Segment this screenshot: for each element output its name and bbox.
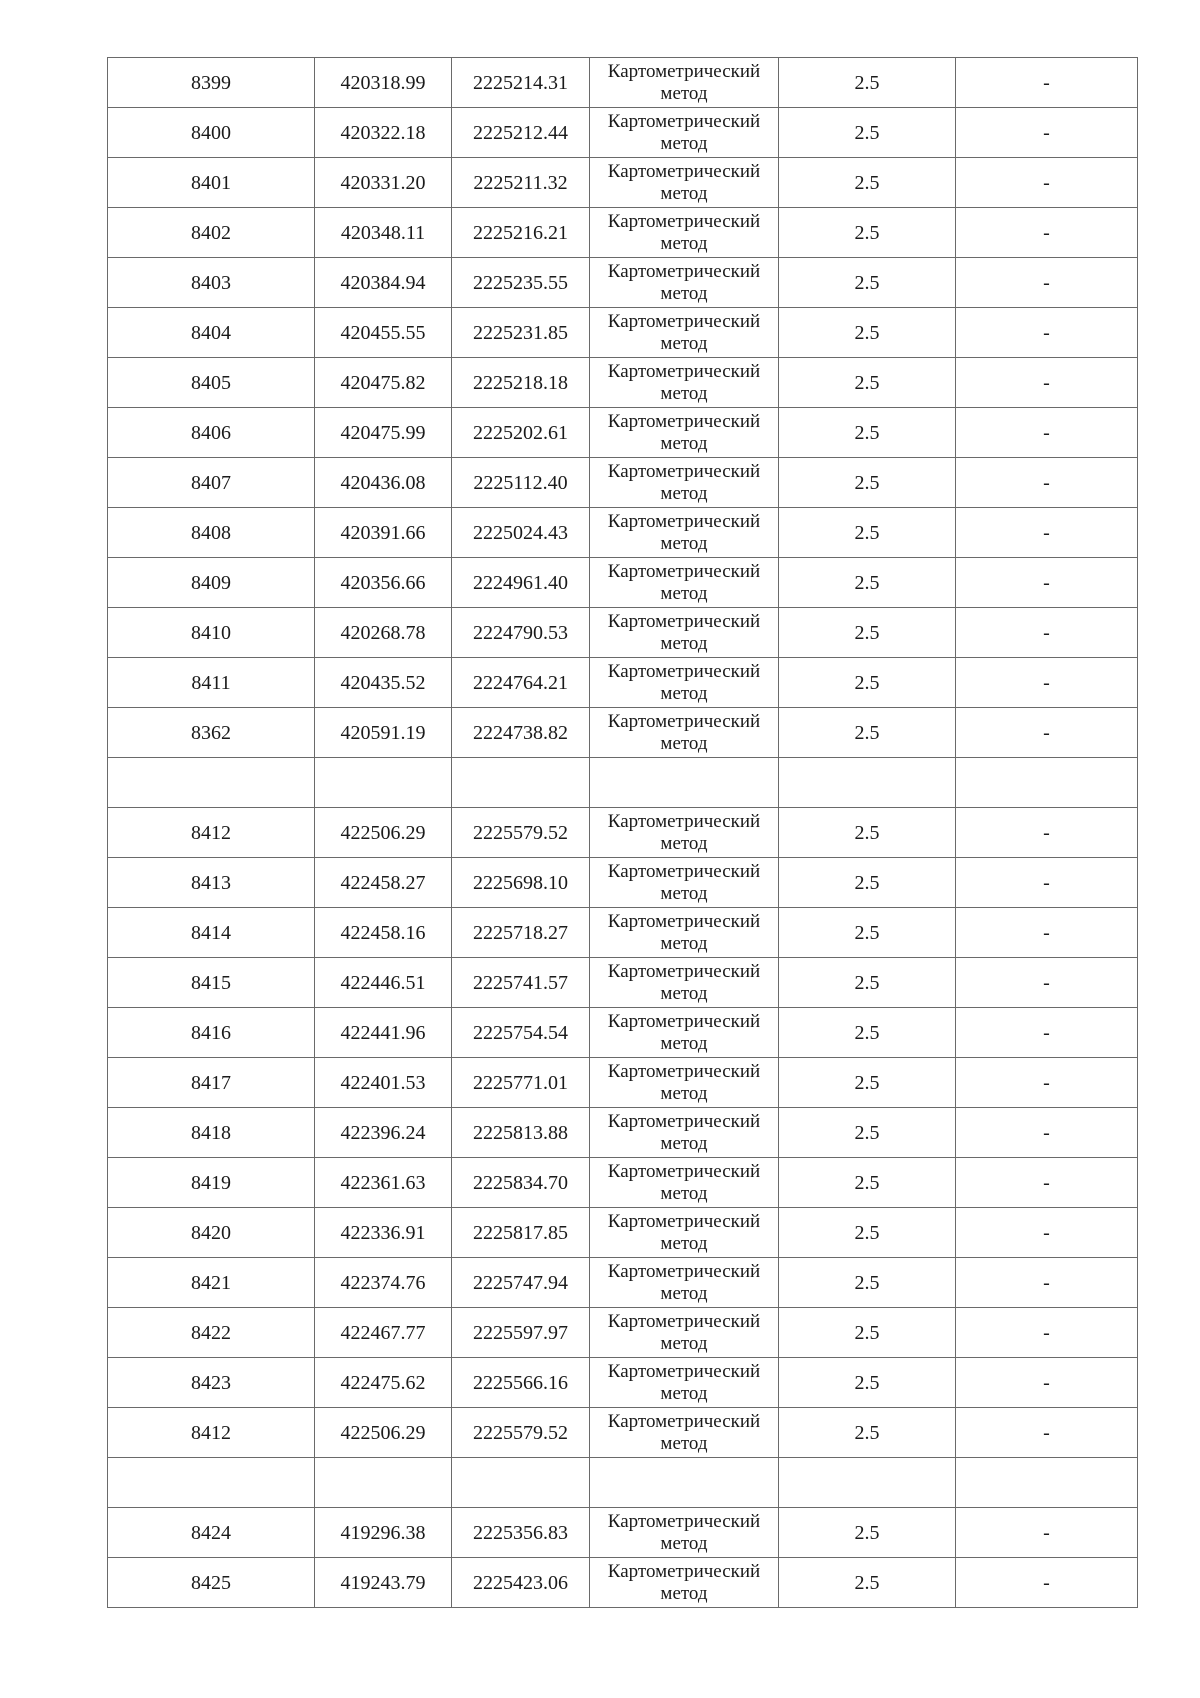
point-number-cell: 8362: [108, 708, 315, 758]
point-number-cell: 8400: [108, 108, 315, 158]
x-coordinate-cell: 419243.79: [315, 1558, 452, 1608]
note-cell: -: [956, 908, 1138, 958]
x-coordinate-cell: 422401.53: [315, 1058, 452, 1108]
x-coordinate-cell: 420435.52: [315, 658, 452, 708]
table-row: [108, 408, 1138, 458]
method-cell: Картометрический метод: [590, 1558, 779, 1608]
method-cell: Картометрический метод: [590, 1308, 779, 1358]
precision-cell: [779, 1458, 956, 1508]
note-cell: -: [956, 1408, 1138, 1458]
precision-cell: 2.5: [779, 1408, 956, 1458]
note-cell: -: [956, 1058, 1138, 1108]
point-number-cell: 8408: [108, 508, 315, 558]
point-number-cell: [108, 758, 315, 808]
method-cell: Картометрический метод: [590, 558, 779, 608]
method-cell: Картометрический метод: [590, 608, 779, 658]
precision-cell: 2.5: [779, 208, 956, 258]
table-row: [108, 1558, 1138, 1608]
table-row: [108, 58, 1138, 108]
table-row: [108, 1208, 1138, 1258]
y-coordinate-cell: 2224790.53: [452, 608, 590, 658]
table-row: [108, 1408, 1138, 1458]
precision-cell: 2.5: [779, 908, 956, 958]
precision-cell: [779, 758, 956, 808]
table-row: [108, 1458, 1138, 1508]
point-number-cell: 8410: [108, 608, 315, 658]
method-cell: [590, 1458, 779, 1508]
point-number-cell: 8405: [108, 358, 315, 408]
y-coordinate-cell: 2225579.52: [452, 808, 590, 858]
note-cell: -: [956, 608, 1138, 658]
method-cell: Картометрический метод: [590, 458, 779, 508]
precision-cell: 2.5: [779, 708, 956, 758]
precision-cell: 2.5: [779, 1158, 956, 1208]
note-cell: -: [956, 958, 1138, 1008]
y-coordinate-cell: 2225112.40: [452, 458, 590, 508]
table-row: [108, 708, 1138, 758]
note-cell: -: [956, 1158, 1138, 1208]
x-coordinate-cell: 420455.55: [315, 308, 452, 358]
table-row: [108, 758, 1138, 808]
note-cell: -: [956, 1208, 1138, 1258]
point-number-cell: 8422: [108, 1308, 315, 1358]
y-coordinate-cell: 2225231.85: [452, 308, 590, 358]
table-row: [108, 258, 1138, 308]
y-coordinate-cell: 2224961.40: [452, 558, 590, 608]
note-cell: -: [956, 358, 1138, 408]
x-coordinate-cell: 420322.18: [315, 108, 452, 158]
note-cell: -: [956, 1108, 1138, 1158]
note-cell: [956, 758, 1138, 808]
x-coordinate-cell: 420436.08: [315, 458, 452, 508]
point-number-cell: 8411: [108, 658, 315, 708]
point-number-cell: 8409: [108, 558, 315, 608]
note-cell: -: [956, 408, 1138, 458]
table-row: [108, 608, 1138, 658]
x-coordinate-cell: 422361.63: [315, 1158, 452, 1208]
table-row: [108, 858, 1138, 908]
point-number-cell: 8425: [108, 1558, 315, 1608]
note-cell: -: [956, 308, 1138, 358]
table-row: [108, 1008, 1138, 1058]
point-number-cell: 8401: [108, 158, 315, 208]
note-cell: [956, 1458, 1138, 1508]
method-cell: Картометрический метод: [590, 1108, 779, 1158]
y-coordinate-cell: 2225356.83: [452, 1508, 590, 1558]
point-number-cell: 8424: [108, 1508, 315, 1558]
note-cell: -: [956, 1508, 1138, 1558]
table-row: [108, 1258, 1138, 1308]
y-coordinate-cell: 2224738.82: [452, 708, 590, 758]
point-number-cell: 8414: [108, 908, 315, 958]
method-cell: Картометрический метод: [590, 1408, 779, 1458]
method-cell: Картометрический метод: [590, 1258, 779, 1308]
y-coordinate-cell: 2225214.31: [452, 58, 590, 108]
x-coordinate-cell: 422458.16: [315, 908, 452, 958]
note-cell: -: [956, 208, 1138, 258]
y-coordinate-cell: 2225202.61: [452, 408, 590, 458]
x-coordinate-cell: 422446.51: [315, 958, 452, 1008]
x-coordinate-cell: 420475.99: [315, 408, 452, 458]
precision-cell: 2.5: [779, 1558, 956, 1608]
method-cell: Картометрический метод: [590, 1508, 779, 1558]
precision-cell: 2.5: [779, 858, 956, 908]
x-coordinate-cell: 420318.99: [315, 58, 452, 108]
note-cell: -: [956, 58, 1138, 108]
precision-cell: 2.5: [779, 1358, 956, 1408]
method-cell: Картометрический метод: [590, 708, 779, 758]
y-coordinate-cell: 2225817.85: [452, 1208, 590, 1258]
precision-cell: 2.5: [779, 108, 956, 158]
precision-cell: 2.5: [779, 58, 956, 108]
table-row: [108, 1158, 1138, 1208]
precision-cell: 2.5: [779, 1258, 956, 1308]
point-number-cell: 8407: [108, 458, 315, 508]
table-row: [108, 358, 1138, 408]
precision-cell: 2.5: [779, 958, 956, 1008]
precision-cell: 2.5: [779, 1508, 956, 1558]
y-coordinate-cell: 2225698.10: [452, 858, 590, 908]
method-cell: Картометрический метод: [590, 1358, 779, 1408]
table-row: [108, 958, 1138, 1008]
point-number-cell: [108, 1458, 315, 1508]
table-row: [108, 808, 1138, 858]
precision-cell: 2.5: [779, 158, 956, 208]
method-cell: Картометрический метод: [590, 308, 779, 358]
y-coordinate-cell: 2225771.01: [452, 1058, 590, 1108]
y-coordinate-cell: [452, 1458, 590, 1508]
note-cell: -: [956, 108, 1138, 158]
point-number-cell: 8416: [108, 1008, 315, 1058]
coordinates-table: [107, 57, 1138, 1608]
note-cell: -: [956, 458, 1138, 508]
method-cell: Картометрический метод: [590, 1158, 779, 1208]
point-number-cell: 8419: [108, 1158, 315, 1208]
x-coordinate-cell: 422475.62: [315, 1358, 452, 1408]
method-cell: Картометрический метод: [590, 358, 779, 408]
point-number-cell: 8415: [108, 958, 315, 1008]
y-coordinate-cell: 2225718.27: [452, 908, 590, 958]
table-row: [108, 158, 1138, 208]
precision-cell: 2.5: [779, 658, 956, 708]
precision-cell: 2.5: [779, 808, 956, 858]
note-cell: -: [956, 1358, 1138, 1408]
y-coordinate-cell: 2225212.44: [452, 108, 590, 158]
precision-cell: 2.5: [779, 258, 956, 308]
method-cell: Картометрический метод: [590, 258, 779, 308]
precision-cell: 2.5: [779, 1208, 956, 1258]
method-cell: Картометрический метод: [590, 658, 779, 708]
method-cell: Картометрический метод: [590, 58, 779, 108]
table-row: [108, 558, 1138, 608]
method-cell: Картометрический метод: [590, 1058, 779, 1108]
y-coordinate-cell: 2225218.18: [452, 358, 590, 408]
point-number-cell: 8406: [108, 408, 315, 458]
point-number-cell: 8417: [108, 1058, 315, 1108]
x-coordinate-cell: 422336.91: [315, 1208, 452, 1258]
precision-cell: 2.5: [779, 408, 956, 458]
x-coordinate-cell: 420591.19: [315, 708, 452, 758]
method-cell: Картометрический метод: [590, 408, 779, 458]
table-row: [108, 508, 1138, 558]
y-coordinate-cell: 2225747.94: [452, 1258, 590, 1308]
x-coordinate-cell: 422458.27: [315, 858, 452, 908]
note-cell: -: [956, 558, 1138, 608]
method-cell: Картометрический метод: [590, 858, 779, 908]
x-coordinate-cell: 420384.94: [315, 258, 452, 308]
table-row: [108, 1108, 1138, 1158]
point-number-cell: 8402: [108, 208, 315, 258]
x-coordinate-cell: 422506.29: [315, 808, 452, 858]
precision-cell: 2.5: [779, 558, 956, 608]
precision-cell: 2.5: [779, 1308, 956, 1358]
y-coordinate-cell: 2225754.54: [452, 1008, 590, 1058]
method-cell: Картометрический метод: [590, 208, 779, 258]
y-coordinate-cell: 2225024.43: [452, 508, 590, 558]
table-row: [108, 1308, 1138, 1358]
method-cell: Картометрический метод: [590, 108, 779, 158]
table-row: [108, 208, 1138, 258]
note-cell: -: [956, 808, 1138, 858]
method-cell: Картометрический метод: [590, 1208, 779, 1258]
x-coordinate-cell: 420391.66: [315, 508, 452, 558]
method-cell: Картометрический метод: [590, 908, 779, 958]
method-cell: Картометрический метод: [590, 958, 779, 1008]
table-row: [108, 1508, 1138, 1558]
y-coordinate-cell: 2225216.21: [452, 208, 590, 258]
table-row: [108, 458, 1138, 508]
precision-cell: 2.5: [779, 608, 956, 658]
table-row: [108, 1358, 1138, 1408]
note-cell: -: [956, 1558, 1138, 1608]
point-number-cell: 8412: [108, 1408, 315, 1458]
point-number-cell: 8413: [108, 858, 315, 908]
note-cell: -: [956, 708, 1138, 758]
x-coordinate-cell: 419296.38: [315, 1508, 452, 1558]
x-coordinate-cell: [315, 1458, 452, 1508]
x-coordinate-cell: 420356.66: [315, 558, 452, 608]
y-coordinate-cell: 2225235.55: [452, 258, 590, 308]
y-coordinate-cell: 2225741.57: [452, 958, 590, 1008]
y-coordinate-cell: 2225211.32: [452, 158, 590, 208]
x-coordinate-cell: 422396.24: [315, 1108, 452, 1158]
note-cell: -: [956, 1258, 1138, 1308]
point-number-cell: 8423: [108, 1358, 315, 1408]
point-number-cell: 8399: [108, 58, 315, 108]
point-number-cell: 8421: [108, 1258, 315, 1308]
y-coordinate-cell: 2224764.21: [452, 658, 590, 708]
y-coordinate-cell: 2225579.52: [452, 1408, 590, 1458]
precision-cell: 2.5: [779, 358, 956, 408]
point-number-cell: 8403: [108, 258, 315, 308]
x-coordinate-cell: [315, 758, 452, 808]
x-coordinate-cell: 420348.11: [315, 208, 452, 258]
precision-cell: 2.5: [779, 1008, 956, 1058]
precision-cell: 2.5: [779, 508, 956, 558]
x-coordinate-cell: 420268.78: [315, 608, 452, 658]
y-coordinate-cell: 2225566.16: [452, 1358, 590, 1408]
note-cell: -: [956, 1308, 1138, 1358]
x-coordinate-cell: 420331.20: [315, 158, 452, 208]
note-cell: -: [956, 858, 1138, 908]
method-cell: Картометрический метод: [590, 1008, 779, 1058]
note-cell: -: [956, 658, 1138, 708]
method-cell: [590, 758, 779, 808]
method-cell: Картометрический метод: [590, 158, 779, 208]
note-cell: -: [956, 158, 1138, 208]
precision-cell: 2.5: [779, 458, 956, 508]
method-cell: Картометрический метод: [590, 508, 779, 558]
y-coordinate-cell: 2225813.88: [452, 1108, 590, 1158]
x-coordinate-cell: 422467.77: [315, 1308, 452, 1358]
y-coordinate-cell: 2225423.06: [452, 1558, 590, 1608]
y-coordinate-cell: 2225834.70: [452, 1158, 590, 1208]
precision-cell: 2.5: [779, 1108, 956, 1158]
note-cell: -: [956, 258, 1138, 308]
precision-cell: 2.5: [779, 1058, 956, 1108]
y-coordinate-cell: 2225597.97: [452, 1308, 590, 1358]
y-coordinate-cell: [452, 758, 590, 808]
precision-cell: 2.5: [779, 308, 956, 358]
x-coordinate-cell: 422374.76: [315, 1258, 452, 1308]
table-row: [108, 658, 1138, 708]
point-number-cell: 8418: [108, 1108, 315, 1158]
note-cell: -: [956, 1008, 1138, 1058]
note-cell: -: [956, 508, 1138, 558]
table-row: [108, 108, 1138, 158]
table-row: [108, 908, 1138, 958]
point-number-cell: 8420: [108, 1208, 315, 1258]
table-row: [108, 308, 1138, 358]
x-coordinate-cell: 422441.96: [315, 1008, 452, 1058]
table-row: [108, 1058, 1138, 1108]
x-coordinate-cell: 420475.82: [315, 358, 452, 408]
coordinates-table-body: [108, 58, 1138, 1608]
point-number-cell: 8404: [108, 308, 315, 358]
x-coordinate-cell: 422506.29: [315, 1408, 452, 1458]
method-cell: Картометрический метод: [590, 808, 779, 858]
point-number-cell: 8412: [108, 808, 315, 858]
